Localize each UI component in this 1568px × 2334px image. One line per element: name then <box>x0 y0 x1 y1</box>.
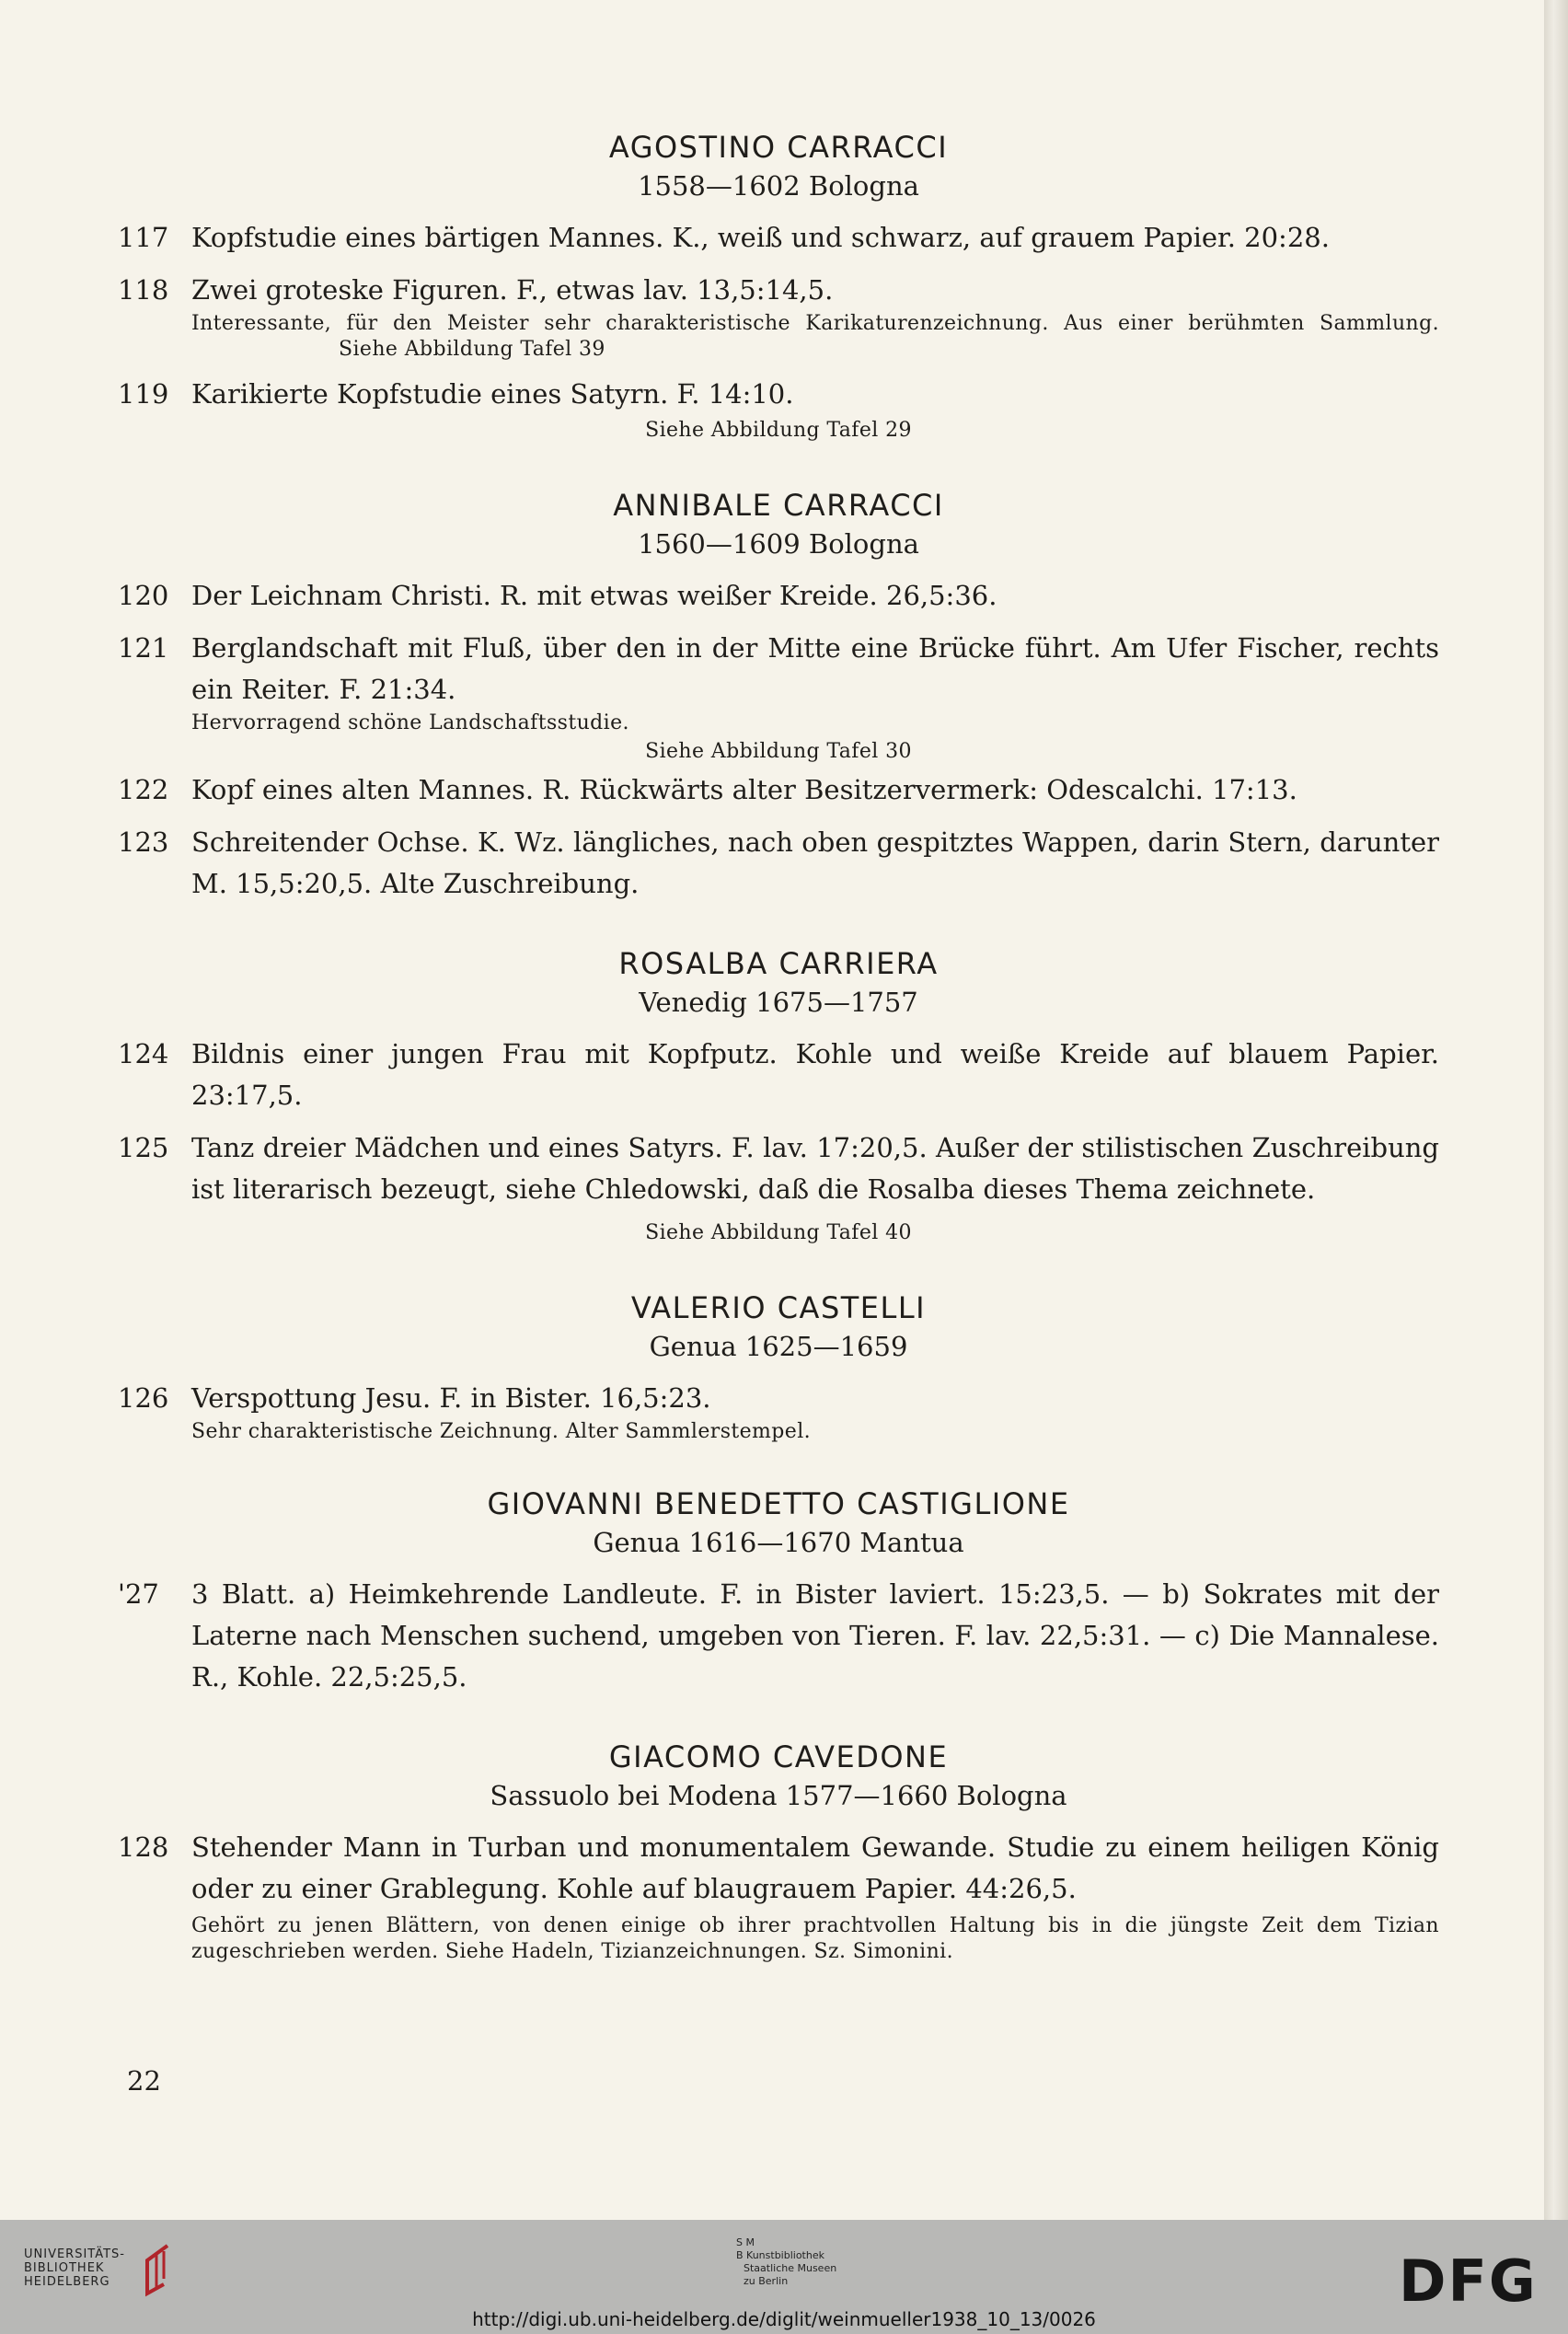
artist-dates: Sassuolo bei Modena 1577—1660 Bologna <box>490 1780 1067 1811</box>
entry-note: Hervorragend schöne Landschaftsstudie. <box>191 711 629 734</box>
artist-heading: ROSALBA CARRIERA <box>618 946 939 981</box>
entry-reference: Siehe Abbildung Tafel 29 <box>645 419 912 442</box>
museum-line: B Kunstbibliothek <box>736 2249 824 2261</box>
catalog-entry <box>118 1827 1439 1965</box>
entry-number: 125 <box>118 1132 169 1163</box>
university-line: UNIVERSITÄTS- <box>24 2247 125 2261</box>
entry-reference: Siehe Abbildung Tafel 30 <box>645 740 912 763</box>
entry-note: Sehr charakteristische Zeichnung. Alter Sammlerstempel. <box>191 1420 812 1443</box>
artist-heading: GIACOMO CAVEDONE <box>608 1739 949 1774</box>
page-edge <box>1544 0 1568 2220</box>
entry-text: Tanz dreier Mädchen und eines Satyrs. F. lav. 17:20,5. Außer der stilistischen Zuschreibung ist literarisch bezeugt, siehe Chledowski, daß die Rosalba dieses Thema zeichnete. <box>191 1132 1439 1205</box>
entry-text: Der Leichnam Christi. R. mit etwas weißer Kreide. 26,5:36. <box>191 580 997 611</box>
catalog-entry <box>118 1574 1439 1698</box>
entry-number: 126 <box>118 1382 169 1414</box>
catalog-entry <box>118 769 1439 811</box>
entry-note <box>191 311 1439 363</box>
catalog-entry <box>118 217 1439 259</box>
entry-text: Karikierte Kopfstudie eines Satyrn. F. 14:10. <box>191 378 794 410</box>
entry-text: Kopfstudie eines bärtigen Mannes. K., weiß und schwarz, auf grauem Papier. 20:28. <box>191 222 1330 253</box>
entry-text: Kopf eines alten Mannes. R. Rückwärts alter Besitzervermerk: Odescalchi. 17:13. <box>191 774 1297 805</box>
entry-text: Berglandschaft mit Fluß, über den in der Mitte eine Brücke führt. Am Ufer Fischer, rechts ein Reiter. F. 21:34. <box>191 632 1439 705</box>
entry-number: '27 <box>118 1578 159 1610</box>
university-line: HEIDELBERG <box>24 2275 110 2289</box>
university-logo-icon <box>136 2242 186 2299</box>
entry-number: 119 <box>118 378 169 410</box>
entry-text: Bildnis einer jungen Frau mit Kopfputz. Kohle und weiße Kreide auf blauem Papier. 23:17,5. <box>191 1038 1439 1111</box>
museum-line: S M <box>736 2236 755 2248</box>
catalog-entry <box>118 822 1439 905</box>
entry-number: 120 <box>118 580 169 611</box>
catalog-entry <box>118 1034 1439 1116</box>
entry-number: 118 <box>118 274 169 306</box>
entry-reference: Siehe Abbildung Tafel 40 <box>645 1221 912 1244</box>
catalog-entry <box>118 1127 1439 1210</box>
artist-dates: 1560—1609 Bologna <box>638 528 919 560</box>
page-number: 22 <box>127 2065 161 2097</box>
viewer-footer <box>0 2220 1568 2334</box>
museum-line: zu Berlin <box>744 2275 789 2287</box>
entry-text: 3 Blatt. a) Heimkehrende Landleute. F. in Bister laviert. 15:23,5. — b) Sokrates mit der Laterne nach Menschen suchend, umgeben von Tieren. F. lav. 22,5:31. — c) Die Mannalese. R., Kohle. 22,5:25,5. <box>191 1578 1439 1693</box>
artist-heading: VALERIO CASTELLI <box>630 1290 927 1325</box>
artist-heading: GIOVANNI BENEDETTO CASTIGLIONE <box>487 1486 1070 1521</box>
artist-dates: Genua 1616—1670 Mantua <box>593 1527 964 1558</box>
artist-dates: Genua 1625—1659 <box>649 1331 908 1362</box>
artist-heading: ANNIBALE CARRACCI <box>613 488 944 523</box>
entry-number: 124 <box>118 1038 169 1069</box>
entry-number: 121 <box>118 632 169 664</box>
permalink-url[interactable]: http://digi.ub.uni-heidelberg.de/diglit/weinmueller1938_10_13/0026 <box>472 2308 1096 2330</box>
entry-note-text: Interessante, für den Meister sehr charakteristische Karikaturenzeichnung. Aus einer berühmten Sammlung. <box>191 312 1439 335</box>
entry-text: Stehender Mann in Turban und monumentalem Gewande. Studie zu einem heiligen König oder zu einer Grablegung. Kohle auf blaugrauem Papier. 44:26,5. <box>191 1831 1439 1904</box>
entry-text: Verspottung Jesu. F. in Bister. 16,5:23. <box>191 1382 711 1414</box>
artist-dates: Venedig 1675—1757 <box>639 987 918 1018</box>
museum-credit <box>736 2236 836 2288</box>
entry-text: Schreitender Ochse. K. Wz. längliches, nach oben gespitztes Wappen, darin Stern, darunter M. 15,5:20,5. Alte Zuschreibung. <box>191 826 1439 899</box>
entry-reference: Siehe Abbildung Tafel 39 <box>339 338 605 361</box>
catalog-entry <box>118 270 1439 363</box>
entry-note: Gehört zu jenen Blättern, von denen einige ob ihrer prachtvollen Haltung bis in die jüngste Zeit dem Tizian zugeschrieben werden. Siehe Hadeln, Tizianzeichnungen. Sz. Simonini. <box>191 1914 1439 1963</box>
museum-line: Staatliche Museen <box>744 2262 837 2274</box>
artist-heading: AGOSTINO CARRACCI <box>608 130 949 165</box>
catalog-entry <box>118 575 1439 617</box>
catalog-content <box>118 129 1439 1965</box>
catalog-entry <box>118 1378 1439 1445</box>
entry-text: Zwei groteske Figuren. F., etwas lav. 13,5:14,5. <box>191 274 834 306</box>
dfg-logo: DFG <box>1399 2247 1538 2315</box>
catalog-entry <box>118 374 1439 415</box>
entry-number: 117 <box>118 222 169 253</box>
entry-number: 122 <box>118 774 169 805</box>
artist-dates: 1558—1602 Bologna <box>638 170 919 202</box>
entry-number: 123 <box>118 826 169 858</box>
entry-number: 128 <box>118 1831 169 1863</box>
university-library-name <box>24 2247 125 2289</box>
university-line: BIBLIOTHEK <box>24 2261 105 2275</box>
catalog-entry <box>118 628 1439 736</box>
